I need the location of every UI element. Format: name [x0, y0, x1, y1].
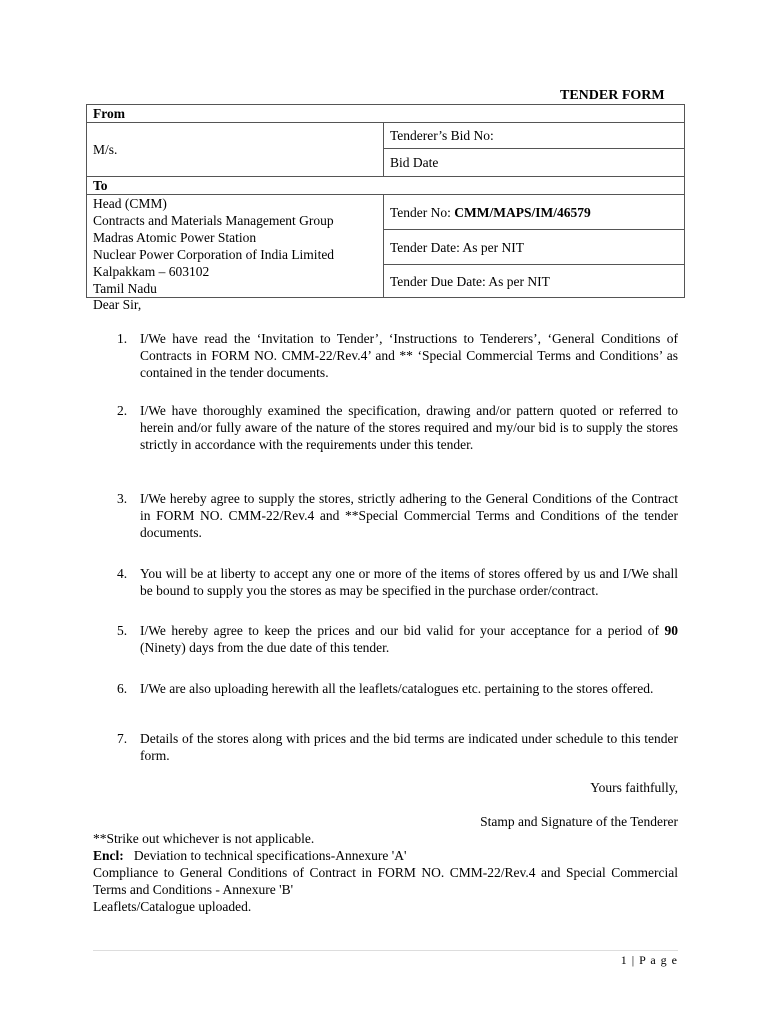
list-item [93, 730, 678, 764]
encl-third: Leaflets/Catalogue uploaded. [93, 899, 252, 914]
to-line: Contracts and Materials Management Group [93, 213, 334, 228]
tender-no-value: CMM/MAPS/IM/46579 [454, 204, 591, 220]
page-title: TENDER FORM [560, 88, 665, 103]
list-item [93, 402, 678, 453]
item-text: (Ninety) days from the due date of this tender. [140, 640, 390, 655]
page-label: P a g e [639, 953, 678, 967]
page-footer [621, 953, 678, 968]
item-number: 1. [117, 331, 128, 346]
to-line: Tamil Nadu [93, 281, 157, 296]
list-item [93, 680, 653, 697]
list-item [93, 565, 678, 599]
item-text: Details of the stores along with prices and the bid terms are indicated under schedule to this tender form. [140, 731, 678, 763]
item-bold: 90 [664, 623, 678, 638]
to-line: Kalpakkam – 603102 [93, 264, 210, 279]
strike-note: **Strike out whichever is not applicable. [93, 831, 315, 846]
page-sep: | [627, 953, 640, 967]
item-text: I/We have thoroughly examined the specification, drawing and/or pattern quoted or referred to herein and/or fully aware of the nature of the stores required and my/our bid is to supply the stores strictly in accordance with the requirements under this tender. [140, 403, 678, 452]
item-text: I/We hereby agree to keep the prices and our bid valid for your acceptance for a period of [140, 623, 665, 638]
item-text: I/We are also uploading herewith all the leaflets/catalogues etc. pertaining to the stores offered. [140, 681, 654, 696]
encl-first: Deviation to technical specifications-Annexure 'A' [133, 848, 407, 863]
item-number: 7. [117, 731, 128, 746]
encl-label: Encl: [93, 848, 124, 863]
tender-no-cell [384, 195, 685, 230]
closing: Yours faithfully, [590, 780, 678, 795]
footer-divider [93, 950, 678, 951]
signature-line: Stamp and Signature of the Tenderer [480, 814, 678, 829]
list-item [93, 622, 678, 656]
list-item [93, 330, 678, 381]
item-number: 6. [117, 681, 128, 696]
to-line: Head (CMM) [93, 196, 167, 211]
item-text: I/We hereby agree to supply the stores, strictly adhering to the General Conditions of the Contract in FORM NO. CMM-22/Rev.4 and **Special Commercial Terms and Conditions of the tender documents. [140, 491, 678, 540]
bid-no-cell: Tenderer’s Bid No: [384, 123, 685, 149]
enclosure-line [93, 847, 678, 864]
address-table [86, 104, 685, 298]
notes-block [93, 830, 678, 915]
to-line: Nuclear Power Corporation of India Limited [93, 247, 335, 262]
item-text: I/We have read the ‘Invitation to Tender’, ‘Instructions to Tenderers’, ‘General Conditions of Contracts in FORM NO. CMM-22/Rev.4’ and ** ‘Special Commercial Terms and Conditions’ as contained in the tender documents. [140, 331, 678, 380]
item-number: 3. [117, 491, 128, 506]
list-item [93, 490, 678, 541]
from-label: From [87, 105, 685, 123]
to-line: Madras Atomic Power Station [93, 230, 257, 245]
item-number: 2. [117, 403, 128, 418]
encl-second: Compliance to General Conditions of Contract in FORM NO. CMM-22/Rev.4 and Special Commercial Terms and Conditions - Annexure 'B' [93, 865, 678, 897]
page-number: 1 [620, 953, 628, 967]
to-label: To [87, 177, 685, 195]
to-address [87, 195, 384, 298]
item-text: You will be at liberty to accept any one or more of the items of stores offered by us and I/We shall be bound to supply you the stores as may be specified in the purchase order/contract. [140, 566, 678, 598]
tender-no-label: Tender No: [390, 204, 455, 220]
tender-date-cell: Tender Date: As per NIT [384, 230, 685, 265]
item-number: 4. [117, 566, 128, 581]
ms-cell: M/s. [87, 123, 384, 177]
salutation: Dear Sir, [93, 297, 142, 312]
item-number: 5. [117, 623, 128, 638]
bid-date-cell: Bid Date [384, 149, 685, 177]
tender-due-cell: Tender Due Date: As per NIT [384, 265, 685, 298]
